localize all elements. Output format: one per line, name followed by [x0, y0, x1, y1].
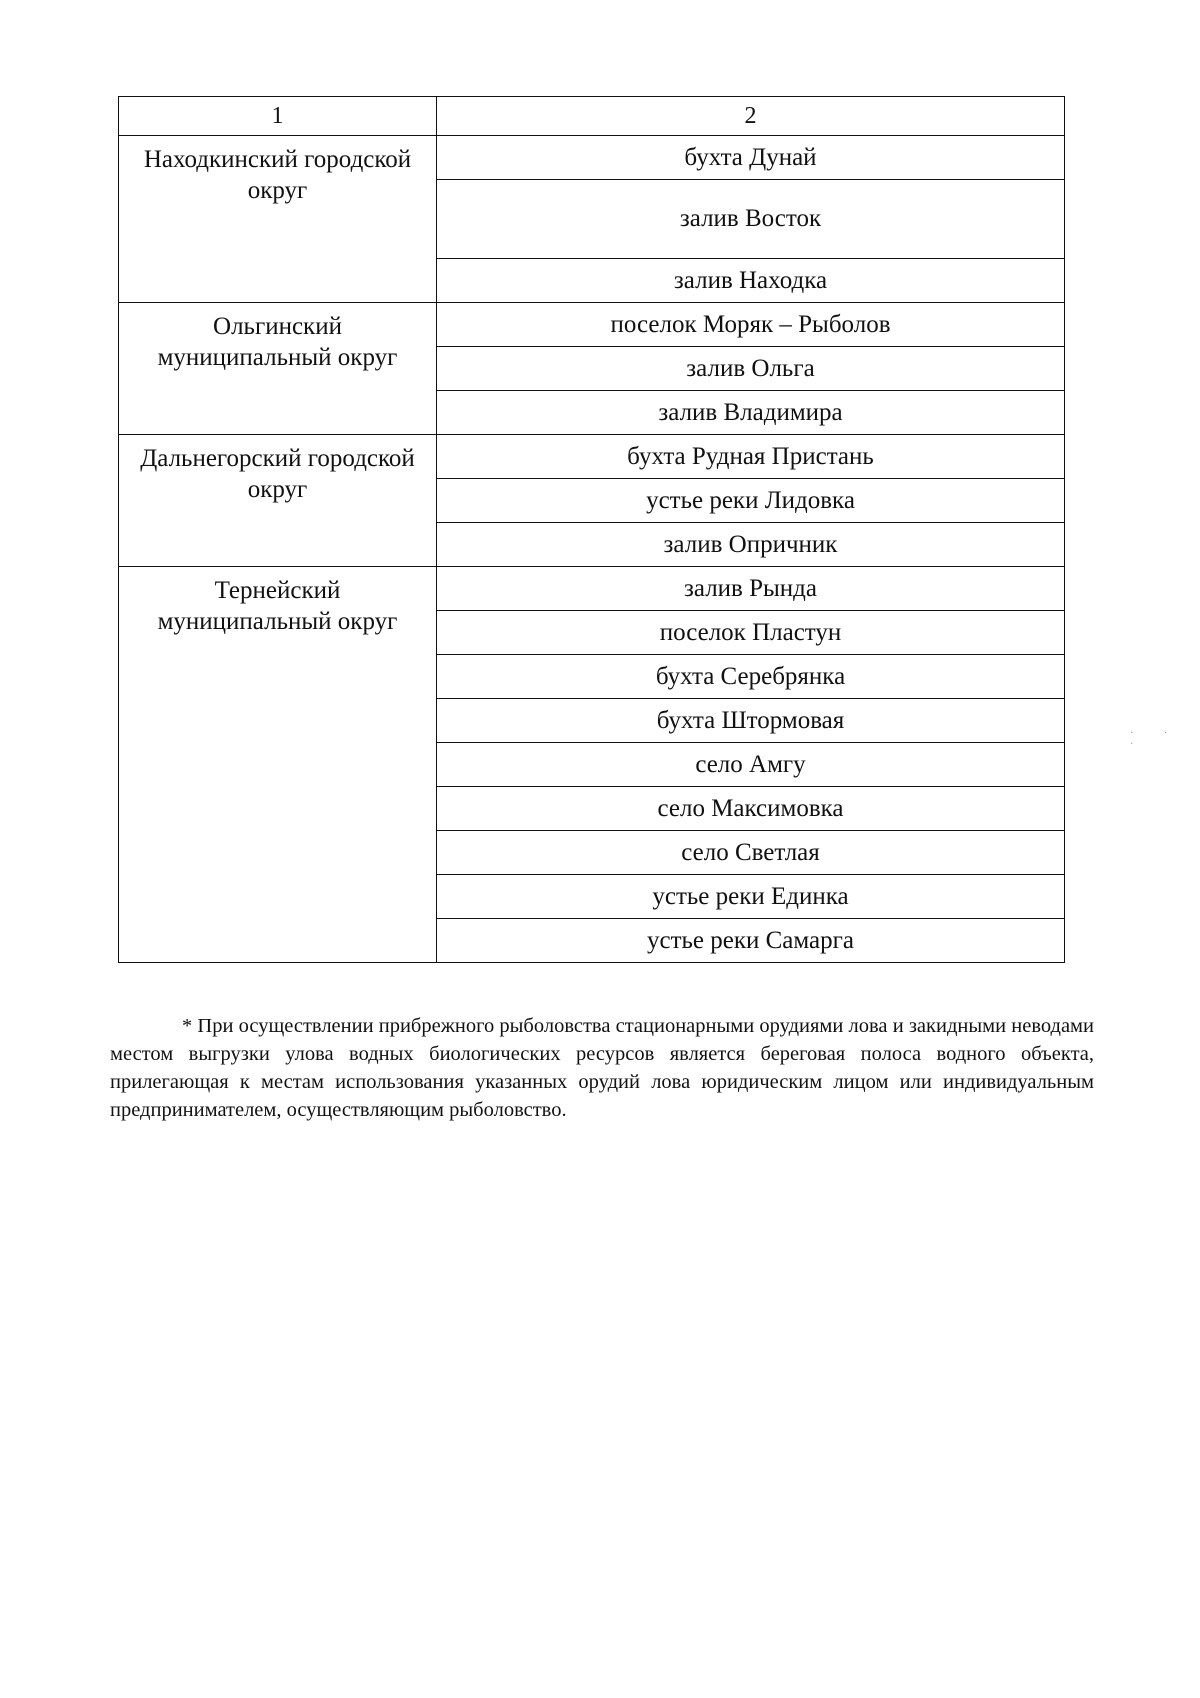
column-number-2: 2	[437, 97, 1065, 136]
place-cell: устье реки Самарга	[437, 919, 1065, 963]
place-cell: село Светлая	[437, 831, 1065, 875]
landing-places-table	[118, 96, 1065, 963]
place-cell: бухта Серебрянка	[437, 655, 1065, 699]
place-cell: залив Владимира	[437, 391, 1065, 435]
place-cell: поселок Моряк – Рыболов	[437, 303, 1065, 347]
place-cell: село Максимовка	[437, 787, 1065, 831]
region-cell: Дальнегорский городской округ	[119, 435, 437, 567]
region-cell: Тернейский муниципальный округ	[119, 567, 437, 963]
place-cell: устье реки Лидовка	[437, 479, 1065, 523]
place-cell: устье реки Единка	[437, 875, 1065, 919]
place-cell: залив Рында	[437, 567, 1065, 611]
region-cell: Ольгинский муниципальный округ	[119, 303, 437, 435]
place-cell: бухта Дунай	[437, 136, 1065, 180]
table-row	[119, 303, 1065, 347]
place-cell: бухта Рудная Пристань	[437, 435, 1065, 479]
table-row	[119, 136, 1065, 180]
place-cell: село Амгу	[437, 743, 1065, 787]
place-cell: поселок Пластун	[437, 611, 1065, 655]
place-cell: залив Ольга	[437, 347, 1065, 391]
column-number-1: 1	[119, 97, 437, 136]
table-row	[119, 567, 1065, 611]
place-cell: залив Восток	[437, 180, 1065, 259]
place-cell: бухта Штормовая	[437, 699, 1065, 743]
region-cell: Находкинский городской округ	[119, 136, 437, 303]
place-cell: залив Находка	[437, 259, 1065, 303]
table-header-row	[119, 97, 1065, 136]
table-row	[119, 435, 1065, 479]
scan-artifact: · · ·	[1130, 728, 1182, 750]
footnote: * При осуществлении прибрежного рыболовства стационарными орудиями лова и закидными неводами местом выгрузки улова водных биологических ресурсов является береговая полоса водного объекта, прилегающая к местам использования указанных орудий лова юридическим лицом или индивидуальным предпринимателем, осуществляющим рыболовство.	[110, 1015, 1094, 1121]
place-cell: залив Опричник	[437, 523, 1065, 567]
